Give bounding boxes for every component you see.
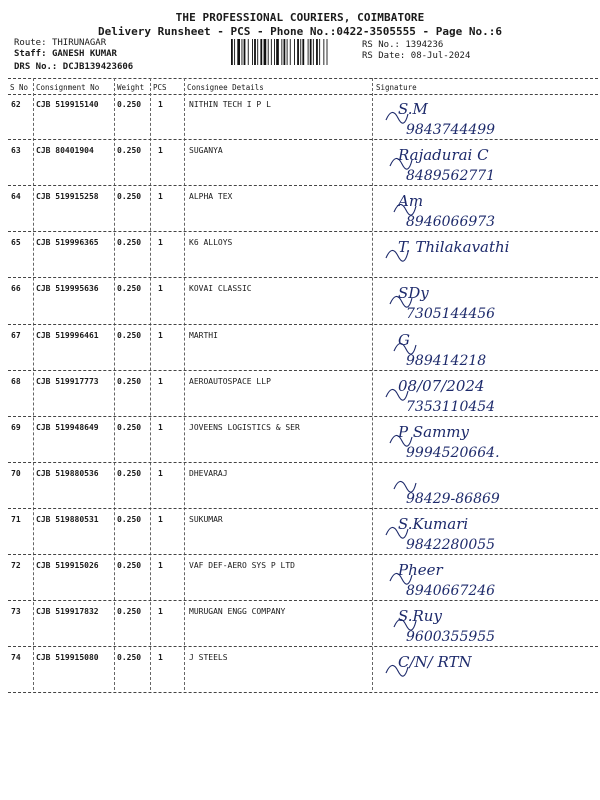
row-consignee: NITHIN TECH I P L	[189, 100, 271, 109]
row-pcs: 1	[158, 330, 163, 340]
row-weight: 0.250	[117, 514, 142, 524]
row-signature	[376, 557, 596, 603]
row-divider	[8, 324, 598, 325]
row-divider	[8, 554, 598, 555]
row-consignee: AEROAUTOSPACE LLP	[189, 376, 271, 386]
row-sno: 64	[11, 192, 21, 202]
row-consignee: MARTHI	[189, 330, 218, 340]
row-consignment-no: CJB 519915026	[36, 561, 99, 570]
row-signature	[376, 327, 596, 373]
rs-date-label: RS Date:	[362, 51, 406, 61]
row-pcs: 1	[158, 192, 163, 202]
row-signature	[376, 511, 596, 557]
col-signature-header: Signature	[376, 83, 417, 92]
rs-no-value: 1394236	[405, 40, 444, 50]
signature-name: Rajadurai C	[398, 146, 489, 165]
row-consignee: J STEELS	[189, 653, 228, 663]
header-divider-top	[8, 78, 598, 79]
row-pcs: 1	[158, 607, 163, 617]
col-divider	[150, 78, 151, 690]
row-weight: 0.250	[117, 238, 142, 248]
row-signature	[376, 649, 596, 695]
signature-name: G	[398, 330, 410, 349]
row-sno: 65	[11, 238, 21, 248]
row-weight: 0.250	[117, 100, 142, 109]
col-divider	[184, 78, 185, 690]
row-divider	[8, 139, 598, 140]
row-pcs: 1	[158, 653, 163, 663]
row-consignee: ALPHA TEX	[189, 192, 233, 202]
row-consignee: K6 ALLOYS	[189, 238, 233, 248]
row-consignment-no: CJB 519915258	[36, 192, 99, 202]
row-consignee: MURUGAN ENGG COMPANY	[189, 607, 286, 617]
row-signature	[376, 142, 596, 188]
staff-value: GANESH KUMAR	[51, 49, 117, 59]
col-weight-header: Weight	[117, 83, 145, 92]
row-consignment-no: CJB 519915080	[36, 653, 99, 663]
col-divider	[114, 78, 115, 690]
signature-name: P Sammy	[398, 422, 470, 441]
row-pcs: 1	[158, 468, 163, 478]
signature-name: S.M	[398, 100, 428, 118]
row-divider	[8, 185, 598, 186]
rs-date-line	[362, 51, 470, 61]
runsheet-subtitle: Delivery Runsheet - PCS - Phone No.:0422-3505555 - Page No.:6	[98, 25, 502, 38]
signature-phone: 8489562771	[406, 168, 496, 185]
row-pcs: 1	[158, 561, 163, 570]
row-signature	[376, 234, 596, 280]
row-divider	[8, 462, 598, 463]
signature-phone: 8940667246	[406, 583, 496, 599]
row-consignment-no: CJB 519996365	[36, 238, 99, 248]
drs-line	[14, 62, 133, 72]
row-pcs: 1	[158, 514, 163, 524]
row-weight: 0.250	[117, 330, 142, 340]
row-sno: 62	[11, 100, 21, 109]
route-value: THIRUNAGAR	[51, 38, 107, 48]
row-signature	[376, 603, 596, 649]
row-signature	[376, 465, 596, 511]
row-weight: 0.250	[117, 284, 142, 294]
header-divider-bottom	[8, 94, 598, 95]
staff-line	[14, 49, 117, 59]
row-sno: 70	[11, 468, 21, 478]
signature-name: Am	[398, 192, 424, 211]
row-pcs: 1	[158, 146, 163, 156]
row-sno: 67	[11, 330, 21, 340]
row-sno: 73	[11, 607, 21, 617]
row-sno: 71	[11, 514, 21, 524]
signature-phone: 989414218	[406, 352, 487, 369]
row-divider	[8, 277, 598, 278]
signature-name: C/N/ RTN	[398, 653, 472, 672]
route-label: Route:	[14, 38, 47, 48]
row-signature	[376, 96, 596, 142]
col-consignee-header: Consignee Details	[187, 83, 264, 92]
rs-no-label: RS No.:	[362, 40, 400, 50]
drs-value: DCJB139423606	[62, 62, 134, 72]
row-weight: 0.250	[117, 468, 142, 478]
row-consignee: KOVAI CLASSIC	[189, 284, 252, 294]
signature-phone: 9842280055	[406, 536, 496, 553]
row-weight: 0.250	[117, 422, 142, 432]
signature-name: Pheer	[398, 561, 443, 579]
col-divider	[372, 78, 373, 690]
row-weight: 0.250	[117, 376, 142, 386]
row-consignment-no: CJB 519996461	[36, 330, 99, 340]
barcode-image	[230, 39, 358, 65]
signature-name: S.Kumari	[398, 514, 469, 533]
signature-phone: 9843744499	[406, 122, 496, 138]
col-divider	[33, 78, 34, 690]
signature-phone: 7305144456	[406, 306, 496, 323]
drs-label: DRS No.:	[14, 62, 58, 72]
row-pcs: 1	[158, 284, 163, 294]
route-line	[14, 38, 106, 48]
signature-phone: 7353110454	[406, 398, 496, 415]
row-consignee: DHEVARAJ	[189, 468, 228, 478]
row-divider	[8, 416, 598, 417]
row-consignment-no: CJB 519915140	[36, 100, 99, 109]
row-sno: 72	[11, 561, 21, 570]
row-weight: 0.250	[117, 561, 142, 570]
row-sno: 68	[11, 376, 21, 386]
row-divider	[8, 508, 598, 509]
signature-name: S.Ruy	[398, 607, 442, 626]
row-weight: 0.250	[117, 653, 142, 663]
row-signature	[376, 419, 596, 465]
col-pcs-header: PCS	[153, 83, 167, 92]
row-weight: 0.250	[117, 192, 142, 202]
row-consignment-no: CJB 519880531	[36, 514, 99, 524]
col-consignment-header: Consignment No	[36, 83, 100, 92]
signature-phone: 98429-86869	[406, 490, 500, 507]
row-pcs: 1	[158, 376, 163, 386]
row-signature	[376, 188, 596, 234]
row-signature	[376, 280, 596, 326]
row-sno: 66	[11, 284, 21, 294]
row-sno: 69	[11, 422, 21, 432]
row-divider	[8, 370, 598, 371]
signature-phone: 9994520664.	[406, 444, 500, 461]
row-weight: 0.250	[117, 146, 142, 156]
row-consignee: VAF DEF-AERO SYS P LTD	[189, 561, 295, 570]
row-signature	[376, 373, 596, 419]
row-divider	[8, 646, 598, 647]
signature-phone: 8946066973	[406, 214, 496, 231]
row-consignment-no: CJB 519880536	[36, 468, 99, 478]
row-consignment-no: CJB 519995636	[36, 284, 99, 294]
signature-phone: 9600355955	[406, 629, 496, 646]
row-consignment-no: CJB 519917773	[36, 376, 99, 386]
signature-name: T. Thilakavathi	[398, 238, 510, 257]
row-consignment-no: CJB 80401904	[36, 146, 94, 156]
row-pcs: 1	[158, 422, 163, 432]
rs-date-value: 08-Jul-2024	[410, 51, 471, 61]
row-consignee: SUKUMAR	[189, 514, 223, 524]
signature-name: 08/07/2024	[398, 376, 485, 395]
row-pcs: 1	[158, 100, 163, 109]
row-divider	[8, 692, 598, 693]
row-divider	[8, 600, 598, 601]
row-consignee: JOVEENS LOGISTICS & SER	[189, 422, 300, 432]
staff-label: Staff:	[14, 49, 47, 59]
row-weight: 0.250	[117, 607, 142, 617]
col-sno-header: S No	[10, 83, 29, 92]
company-title: THE PROFESSIONAL COURIERS, COIMBATORE	[175, 11, 425, 24]
row-consignment-no: CJB 519948649	[36, 422, 99, 432]
row-consignment-no: CJB 519917832	[36, 607, 99, 617]
row-divider	[8, 231, 598, 232]
row-sno: 63	[11, 146, 21, 156]
row-sno: 74	[11, 653, 21, 663]
signature-name: SDy	[398, 284, 429, 303]
rs-no-line	[362, 40, 443, 50]
row-pcs: 1	[158, 238, 163, 248]
row-consignee: SUGANYA	[189, 146, 223, 156]
